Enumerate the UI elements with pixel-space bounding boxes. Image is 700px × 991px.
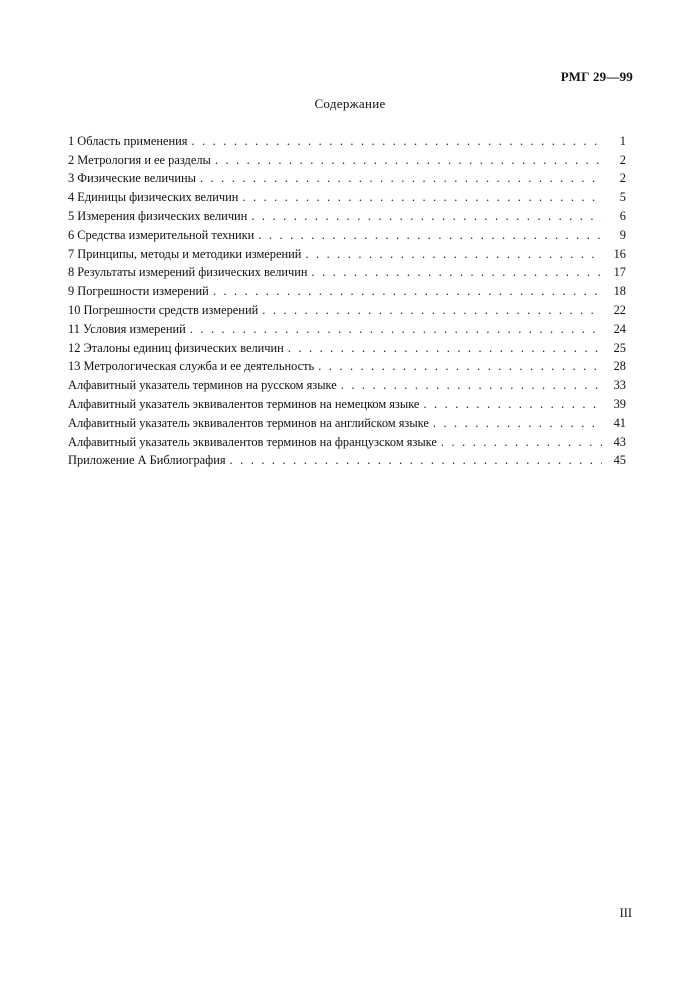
toc-entry-page: 16 — [613, 246, 626, 261]
toc-entry-label: 4 Единицы физических величин — [68, 190, 239, 205]
toc-entry-label: 13 Метрологическая служба и ее деятельность — [68, 359, 315, 374]
toc-dot-leader — [258, 227, 602, 243]
toc-entry[interactable] — [68, 243, 626, 262]
toc-entry-page: 17 — [613, 265, 626, 280]
toc-dot-leader — [433, 415, 602, 431]
toc-entry[interactable] — [68, 262, 626, 281]
toc-dot-leader — [341, 377, 602, 393]
toc-entry-label: Алфавитный указатель эквивалентов терминов на английском языке — [68, 415, 429, 430]
table-of-contents — [68, 130, 626, 468]
toc-entry-page: 6 — [619, 208, 626, 223]
toc-entry[interactable] — [68, 224, 626, 243]
toc-entry-page: 2 — [619, 171, 626, 186]
toc-entry-page: 9 — [619, 227, 626, 242]
toc-dot-leader — [318, 358, 602, 374]
toc-entry-page: 45 — [613, 453, 626, 468]
toc-entry-label: Приложение А Библиография — [68, 453, 226, 468]
toc-entry-label: 5 Измерения физических величин — [68, 208, 248, 223]
toc-entry[interactable] — [68, 337, 626, 356]
toc-entry-page: 25 — [613, 340, 626, 355]
toc-dot-leader — [190, 321, 602, 337]
toc-entry[interactable] — [68, 205, 626, 224]
toc-entry-page: 18 — [613, 284, 626, 299]
toc-entry[interactable] — [68, 299, 626, 318]
toc-entry-page: 41 — [613, 415, 626, 430]
toc-entry-page: 24 — [613, 321, 626, 336]
toc-entry-label: 6 Средства измерительной техники — [68, 227, 255, 242]
toc-entry[interactable] — [68, 431, 626, 450]
toc-entry[interactable] — [68, 374, 626, 393]
document-code: РМГ 29—99 — [560, 69, 633, 84]
toc-dot-leader — [213, 283, 602, 299]
toc-entry[interactable] — [68, 149, 626, 168]
page-number: III — [619, 906, 632, 920]
toc-entry-label: Алфавитный указатель эквивалентов терминов на французском языке — [68, 434, 437, 449]
toc-dot-leader — [191, 133, 602, 149]
toc-entry-label: 2 Метрология и ее разделы — [68, 152, 211, 167]
toc-entry-page: 5 — [619, 190, 626, 205]
toc-entry[interactable] — [68, 280, 626, 299]
toc-entry-page: 22 — [613, 302, 626, 317]
toc-dot-leader — [312, 264, 602, 280]
toc-entry-label: Алфавитный указатель терминов на русском языке — [68, 378, 337, 393]
toc-dot-leader — [230, 452, 602, 468]
toc-entry-page: 33 — [613, 378, 626, 393]
toc-entry-label: 7 Принципы, методы и методики измерений — [68, 246, 302, 261]
toc-entry[interactable] — [68, 130, 626, 149]
toc-title: Содержание — [314, 96, 386, 111]
toc-entry-page: 43 — [613, 434, 626, 449]
toc-entry-label: 8 Результаты измерений физических величин — [68, 265, 308, 280]
toc-dot-leader — [423, 396, 602, 412]
toc-entry-page: 28 — [613, 359, 626, 374]
toc-entry-label: Алфавитный указатель эквивалентов терминов на немецком языке — [68, 396, 420, 411]
toc-entry[interactable] — [68, 412, 626, 431]
toc-entry-label: 12 Эталоны единиц физических величин — [68, 340, 284, 355]
toc-entry[interactable] — [68, 318, 626, 337]
toc-dot-leader — [251, 208, 602, 224]
toc-entry-page: 2 — [619, 152, 626, 167]
toc-dot-leader — [242, 189, 602, 205]
toc-entry[interactable] — [68, 450, 626, 469]
toc-dot-leader — [215, 152, 602, 168]
toc-dot-leader — [288, 340, 602, 356]
toc-entry-label: 9 Погрешности измерений — [68, 284, 209, 299]
toc-dot-leader — [200, 170, 602, 186]
toc-entry[interactable] — [68, 356, 626, 375]
toc-entry-label: 10 Погрешности средств измерений — [68, 302, 259, 317]
toc-dot-leader — [262, 302, 602, 318]
toc-entry[interactable] — [68, 186, 626, 205]
toc-entry[interactable] — [68, 168, 626, 187]
toc-entry-label: 11 Условия измерений — [68, 321, 186, 336]
toc-entry-page: 39 — [613, 396, 626, 411]
toc-entry-page: 1 — [619, 133, 626, 148]
toc-entry[interactable] — [68, 393, 626, 412]
toc-entry-label: 3 Физические величины — [68, 171, 196, 186]
toc-entry-label: 1 Область применения — [68, 133, 188, 148]
toc-dot-leader — [441, 434, 602, 450]
toc-dot-leader — [305, 246, 602, 262]
